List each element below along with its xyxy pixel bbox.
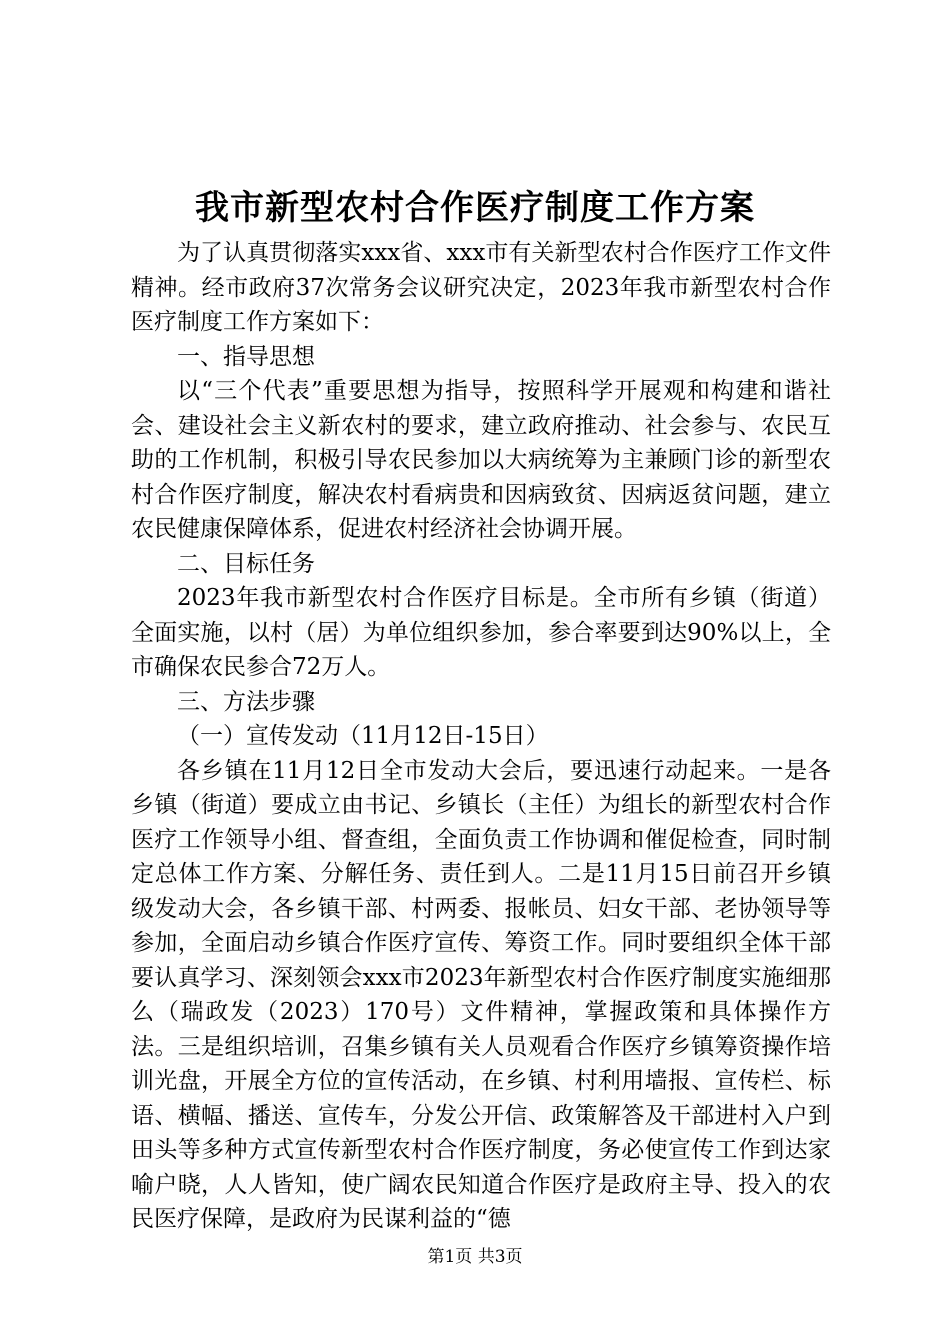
paragraph-guiding-ideology: 以“三个代表”重要思想为指导，按照科学开展观和构建和谐社会、建设社会主义新农村的要求，建立政府推动、社会参与、农民互助的工作机制，积极引导农民参加以大病统筹为主兼顾门诊的新型农村合作医疗制度，解决农村看病贵和因病致贫、因病返贫问题，建立农民健康保障体系，促进农村经济社会协调开展。 bbox=[131, 378, 831, 542]
document-title: 我市新型农村合作医疗制度工作方案 bbox=[195, 188, 755, 228]
heading-methods-steps: 三、方法步骤 bbox=[177, 688, 315, 715]
heading-target-tasks: 二、目标任务 bbox=[177, 550, 315, 577]
paragraph-intro: 为了认真贯彻落实xxx省、xxx市有关新型农村合作医疗工作文件精神。经市政府37次常务会议研究决定，2023年我市新型农村合作医疗制度工作方案如下： bbox=[131, 240, 831, 335]
document-body bbox=[131, 236, 831, 1237]
subheading-publicity: （一）宣传发动（11月12日-15日） bbox=[177, 723, 549, 749]
page-number: 第1页 共3页 bbox=[427, 1247, 523, 1267]
paragraph-publicity: 各乡镇在11月12日全市发动大会后，要迅速行动起来。一是各乡镇（街道）要成立由书记、乡镇长（主任）为组长的新型农村合作医疗工作领导小组、督查组，全面负责工作协调和催促检查，同时制定总体工作方案、分解任务、责任到人。二是11月15日前召开乡镇级发动大会，各乡镇干部、村两委、报帐员、妇女干部、老协领导等参加，全面启动乡镇合作医疗宣传、筹资工作。同时要组织全体干部要认真学习、深刻领会xxx市2023年新型农村合作医疗制度实施细那么（瑞政发（2023）170号）文件精神，掌握政策和具体操作方法。三是组织培训，召集乡镇有关人员观看合作医疗乡镇筹资操作培训光盘，开展全方位的宣传活动，在乡镇、村利用墙报、宣传栏、标语、横幅、播送、宣传车，分发公开信、政策解答及干部进村入户到田头等多种方式宣传新型农村合作医疗制度，务必使宣传工作到达家喻户晓，人人皆知，使广阔农民知道合作医疗是政府主导、投入的农民医疗保障，是政府为民谋利益的“德 bbox=[131, 757, 831, 1232]
heading-guiding-ideology: 一、指导思想 bbox=[177, 343, 315, 370]
paragraph-target-tasks: 2023年我市新型农村合作医疗目标是。全市所有乡镇（街道）全面实施，以村（居）为单位组织参加，参合率要到达90%以上，全市确保农民参合72万人。 bbox=[131, 585, 831, 680]
